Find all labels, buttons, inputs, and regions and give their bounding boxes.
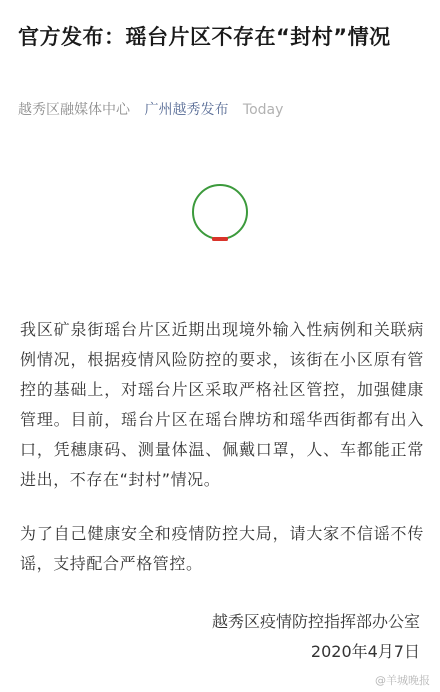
meta-account-link[interactable]: 广州越秀发布	[144, 102, 229, 118]
meta-time: Today	[242, 102, 284, 118]
loading-spinner-icon	[191, 183, 249, 241]
article-meta	[18, 100, 422, 120]
article-paragraph: 我区矿泉街瑶台片区近期出现境外输入性病例和关联病例情况，根据疫情风险防控的要求，该街在小区原有管控的基础上，对瑶台片区采取严格社区管控，加强健康管理。目前，瑶台片区在瑶台牌坊和瑶华西街都有出入口，凭穗康码、测量体温、佩戴口罩，人、车都能正常进出，不存在“封村”情况。	[20, 320, 424, 489]
watermark-logo: @羊城晚报	[375, 674, 430, 687]
article-title: 官方发布：瑶台片区不存在“封村”情况	[18, 25, 391, 49]
article-paragraph: 为了自己健康安全和疫情防控大局，请大家不信谣不传谣，支持配合严格管控。	[20, 524, 424, 573]
meta-source: 越秀区融媒体中心	[18, 102, 130, 118]
signature-date: 2020年4月7日	[310, 642, 420, 661]
signature-org: 越秀区疫情防控指挥部办公室	[211, 612, 420, 631]
